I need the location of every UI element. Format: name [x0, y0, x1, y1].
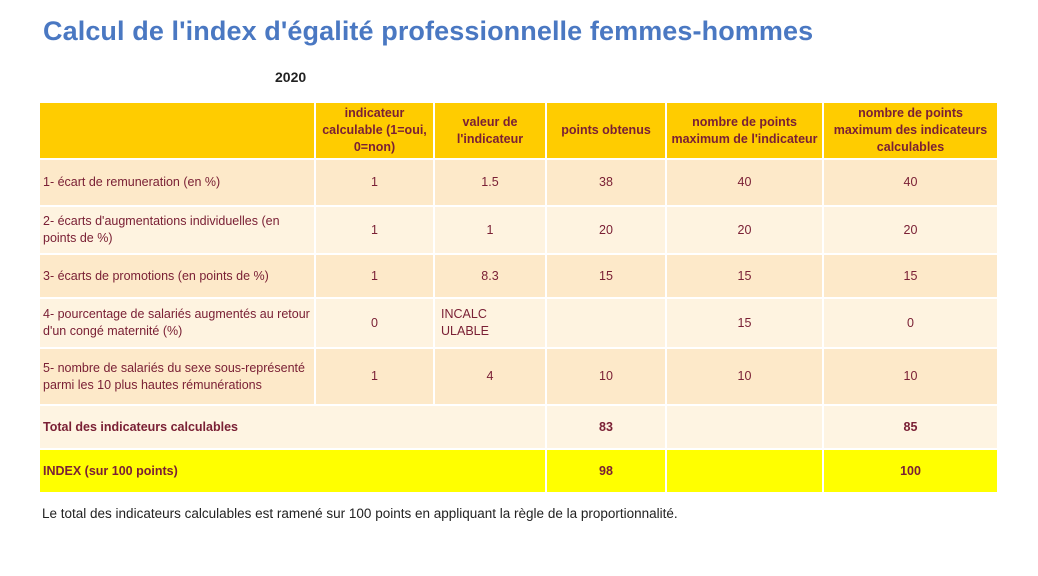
total-max-calculables: 85 — [824, 406, 997, 448]
cell-calculable: 1 — [316, 349, 433, 404]
cell-calculable: 0 — [316, 299, 433, 347]
page-title: Calcul de l'index d'égalité professionnelle femmes-hommes — [43, 16, 814, 46]
cell-valeur: 4 — [435, 349, 545, 404]
cell-valeur: 1 — [435, 207, 545, 253]
table-row — [40, 349, 997, 404]
cell-valeur: 8.3 — [435, 255, 545, 297]
row-label: 1- écart de remuneration (en %) — [40, 160, 314, 205]
cell-max-indicateur: 10 — [667, 349, 822, 404]
incalculable-value: INCALCULABLE — [441, 307, 489, 338]
header-empty — [40, 103, 314, 158]
table-row — [40, 299, 997, 347]
header-max-indicateur: nombre de points maximum de l'indicateur — [667, 103, 822, 158]
index-row — [40, 450, 997, 492]
total-label: Total des indicateurs calculables — [40, 406, 545, 448]
row-label: 5- nombre de salariés du sexe sous-représenté parmi les 10 plus hautes rémunérations — [40, 349, 314, 404]
index-table — [38, 101, 999, 494]
table-header-row — [40, 103, 997, 158]
cell-points: 20 — [547, 207, 665, 253]
total-points: 83 — [547, 406, 665, 448]
row-label: 3- écarts de promotions (en points de %) — [40, 255, 314, 297]
cell-valeur: 1.5 — [435, 160, 545, 205]
year-label: 2020 — [275, 69, 307, 85]
cell-max-indicateur: 20 — [667, 207, 822, 253]
cell-max-calculables: 10 — [824, 349, 997, 404]
cell-calculable: 1 — [316, 255, 433, 297]
cell-calculable: 1 — [316, 207, 433, 253]
row-label: 2- écarts d'augmentations individuelles (en points de %) — [40, 207, 314, 253]
index-empty — [667, 450, 822, 492]
cell-max-calculables: 0 — [824, 299, 997, 347]
cell-calculable: 1 — [316, 160, 433, 205]
header-points-obtenus: points obtenus — [547, 103, 665, 158]
total-row — [40, 406, 997, 448]
row-label: 4- pourcentage de salariés augmentés au retour d'un congé maternité (%) — [40, 299, 314, 347]
table-row — [40, 207, 997, 253]
header-calculable: indicateur calculable (1=oui, 0=non) — [316, 103, 433, 158]
cell-max-calculables: 15 — [824, 255, 997, 297]
cell-max-indicateur: 15 — [667, 255, 822, 297]
cell-points — [547, 299, 665, 347]
cell-valeur — [435, 299, 545, 347]
table-row — [40, 160, 997, 205]
index-points: 98 — [547, 450, 665, 492]
index-label: INDEX (sur 100 points) — [40, 450, 545, 492]
cell-points: 10 — [547, 349, 665, 404]
cell-max-calculables: 40 — [824, 160, 997, 205]
total-empty — [667, 406, 822, 448]
cell-max-indicateur: 40 — [667, 160, 822, 205]
cell-points: 15 — [547, 255, 665, 297]
header-valeur: valeur de l'indicateur — [435, 103, 545, 158]
footnote: Le total des indicateurs calculables est ramené sur 100 points en appliquant la règle de la proportionnalité. — [42, 506, 678, 521]
cell-points: 38 — [547, 160, 665, 205]
index-max: 100 — [824, 450, 997, 492]
table-row — [40, 255, 997, 297]
header-max-calculables: nombre de points maximum des indicateurs calculables — [824, 103, 997, 158]
cell-max-calculables: 20 — [824, 207, 997, 253]
cell-max-indicateur: 15 — [667, 299, 822, 347]
